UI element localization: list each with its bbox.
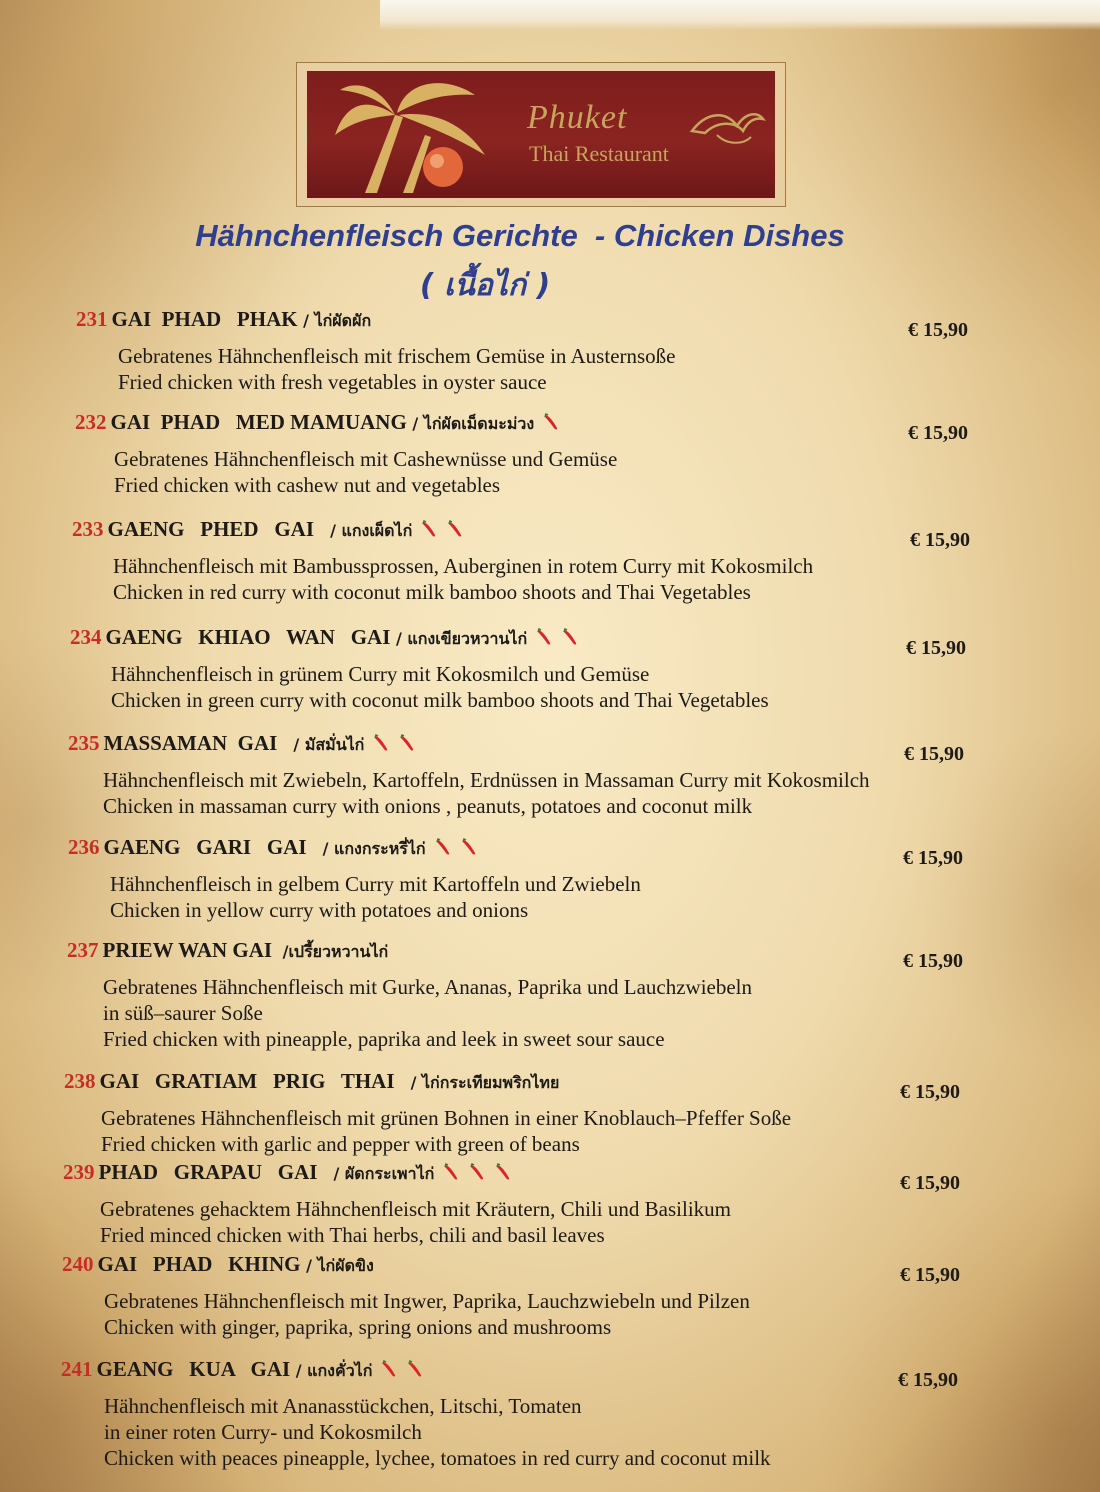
dish-thai-name: / แกงเผ็ดไก่	[324, 521, 413, 540]
torn-edge	[380, 0, 1100, 30]
dish-price: € 15,90	[903, 950, 963, 972]
dish-header	[67, 938, 388, 965]
dish-name: GAENG GARI GAI	[103, 835, 318, 859]
dish-thai-name: / ผัดกระเพาไก่	[327, 1164, 435, 1183]
dish-price: € 15,90	[898, 1369, 958, 1391]
dish-number: 231	[76, 307, 108, 331]
logo-name: Phuket	[527, 99, 628, 136]
dish-name: GAI GRATIAM PRIG THAI	[99, 1069, 405, 1093]
dish-name: GAENG KHIAO WAN GAI	[105, 625, 391, 649]
logo-panel	[307, 71, 775, 198]
dish-thai-name: / แกงเขียวหวานไก่	[390, 629, 528, 648]
dish-thai-name: / แกงกระหรี่ไก่	[317, 839, 426, 858]
dish-number: 239	[63, 1160, 95, 1184]
dish-description-line: Gebratenes Hähnchenfleisch mit grünen Bohnen in einer Knoblauch–Pfeffer Soße	[101, 1106, 792, 1130]
dish-description-line: in einer roten Curry- und Kokosmilch	[104, 1420, 422, 1444]
dish-header	[61, 1357, 424, 1384]
chili-icon	[374, 733, 390, 758]
dish-header	[63, 1160, 512, 1187]
dish-price: € 15,90	[908, 422, 968, 444]
dish-price: € 15,90	[900, 1172, 960, 1194]
dish-thai-name: / ไก่กระเทียมพริกไทย	[405, 1073, 560, 1092]
dish-thai-name: / แกงคั่วไก่	[290, 1361, 373, 1380]
dish-price: € 15,90	[904, 743, 964, 765]
dish-description-line: Fried chicken with garlic and pepper with green of beans	[101, 1132, 580, 1156]
dish-description-line: Gebratenes Hähnchenfleisch mit frischem Gemüse in Austernsoße	[118, 344, 676, 368]
page-subtitle-thai: ( เนื้อไก่ )	[419, 268, 551, 303]
dish-description-line: Fried chicken with cashew nut and vegetables	[114, 473, 501, 497]
dish-description-line: Chicken in red curry with coconut milk bamboo shoots and Thai Vegetables	[113, 580, 751, 604]
dish-description-line: Gebratenes gehacktem Hähnchenfleisch mit Kräutern, Chili und Basilikum	[100, 1197, 731, 1221]
chili-icon	[400, 733, 416, 758]
dish-price: € 15,90	[908, 319, 968, 341]
dish-description-line: Fried chicken with fresh vegetables in oyster sauce	[118, 370, 547, 394]
dish-header	[70, 625, 579, 652]
page-title: Hähnchenfleisch Gerichte - Chicken Dishes	[195, 218, 845, 253]
dish-number: 237	[67, 938, 99, 962]
dish-number: 241	[61, 1357, 93, 1381]
dish-name: MASSAMAN GAI	[103, 731, 288, 755]
dish-name: GAI PHAD MED MAMUANG	[110, 410, 407, 434]
dish-price: € 15,90	[900, 1264, 960, 1286]
dish-description-line: Fried minced chicken with Thai herbs, chili and basil leaves	[100, 1223, 605, 1247]
dish-header	[76, 307, 371, 334]
dish-price: € 15,90	[906, 637, 966, 659]
dish-price: € 15,90	[900, 1081, 960, 1103]
dish-description-line: Hähnchenfleisch mit Ananasstückchen, Litschi, Tomaten	[104, 1394, 582, 1418]
chili-icon	[408, 1359, 424, 1384]
dish-description-line: Hähnchenfleisch in grünem Curry mit Kokosmilch und Gemüse	[111, 662, 650, 686]
dish-header	[62, 1252, 374, 1279]
chili-icon	[422, 519, 438, 544]
dish-header	[75, 410, 560, 437]
dish-number: 240	[62, 1252, 94, 1276]
dish-description-line: Fried chicken with pineapple, paprika and leek in sweet sour sauce	[103, 1027, 665, 1051]
logo-subtitle: Thai Restaurant	[529, 141, 669, 166]
dish-description-line: Hähnchenfleisch in gelbem Curry mit Kartoffeln und Zwiebeln	[110, 872, 641, 896]
dish-name: GAENG PHED GAI	[107, 517, 325, 541]
dish-name: PHAD GRAPAU GAI	[98, 1160, 328, 1184]
dish-description-line: Chicken in yellow curry with potatoes and onions	[110, 898, 529, 922]
dish-number: 238	[64, 1069, 96, 1093]
chili-icon	[496, 1162, 512, 1187]
chili-icon	[544, 412, 560, 437]
dish-number: 236	[68, 835, 100, 859]
dish-number: 232	[75, 410, 107, 434]
dish-price: € 15,90	[910, 529, 970, 551]
dish-price: € 15,90	[903, 847, 963, 869]
dish-header	[64, 1069, 559, 1096]
dish-name: GAI PHAD PHAK	[111, 307, 298, 331]
dish-description-line: Hähnchenfleisch mit Zwiebeln, Kartoffeln, Erdnüssen in Massaman Curry mit Kokosmilch	[103, 768, 870, 792]
dish-header	[68, 731, 416, 758]
chili-icon	[436, 837, 452, 862]
dish-description-line: Chicken in green curry with coconut milk bamboo shoots and Thai Vegetables	[111, 688, 769, 712]
chili-icon	[462, 837, 478, 862]
dish-number: 233	[72, 517, 104, 541]
chili-icon	[563, 627, 579, 652]
dish-header	[68, 835, 478, 862]
dish-description-line: in süß–saurer Soße	[103, 1001, 263, 1025]
palm-tree-icon	[325, 75, 525, 195]
dish-description-line: Chicken with ginger, paprika, spring onions and mushrooms	[104, 1315, 612, 1339]
dish-description-line: Gebratenes Hähnchenfleisch mit Ingwer, Paprika, Lauchzwiebeln und Pilzen	[104, 1289, 750, 1313]
dish-thai-name: /เปรี้ยวหวานไก่	[282, 942, 389, 961]
restaurant-logo	[296, 62, 786, 207]
dish-description-line: Gebratenes Hähnchenfleisch mit Cashewnüsse und Gemüse	[114, 447, 618, 471]
dish-description-line: Hähnchenfleisch mit Bambussprossen, Auberginen in rotem Curry mit Kokosmilch	[113, 554, 814, 578]
dish-description-line: Gebratenes Hähnchenfleisch mit Gurke, Ananas, Paprika und Lauchzwiebeln	[103, 975, 753, 999]
chili-icon	[448, 519, 464, 544]
chili-icon	[537, 627, 553, 652]
dish-name: PRIEW WAN GAI	[102, 938, 283, 962]
dish-thai-name: / มัสมั่นไก่	[287, 735, 365, 754]
dish-number: 235	[68, 731, 100, 755]
dish-thai-name: / ไก่ผัดเม็ดมะม่วง	[406, 414, 535, 433]
dish-description-line: Chicken in massaman curry with onions , peanuts, potatoes and coconut milk	[103, 794, 753, 818]
dish-thai-name: / ไก่ผัดขิง	[300, 1256, 374, 1275]
dish-header	[72, 517, 464, 544]
chili-icon	[382, 1359, 398, 1384]
dish-thai-name: / ไก่ผัดผัก	[297, 311, 372, 330]
chili-icon	[444, 1162, 460, 1187]
dish-number: 234	[70, 625, 102, 649]
dish-name: GAI PHAD KHING	[97, 1252, 301, 1276]
chili-icon	[470, 1162, 486, 1187]
ornament-icon	[687, 101, 767, 151]
dish-description-line: Chicken with peaces pineapple, lychee, tomatoes in red curry and coconut milk	[104, 1446, 771, 1470]
dish-name: GEANG KUA GAI	[96, 1357, 291, 1381]
